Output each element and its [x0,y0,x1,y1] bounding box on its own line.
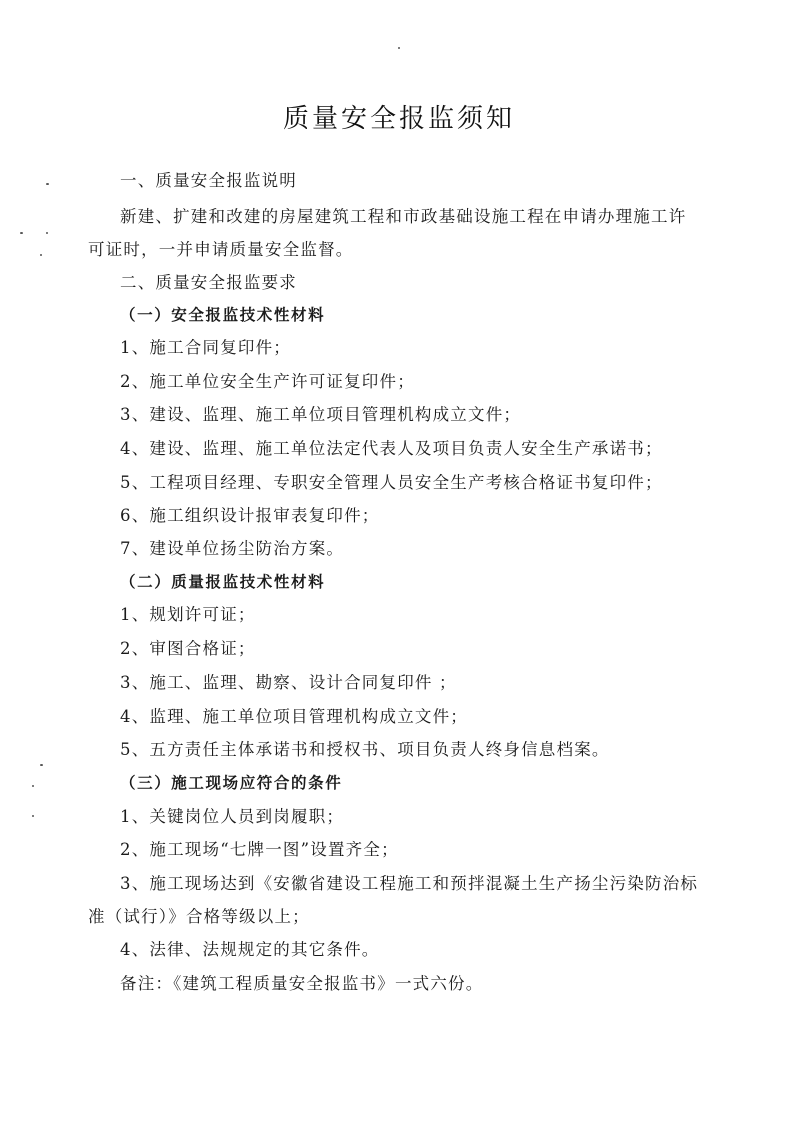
scan-speck [40,254,42,256]
subsection3-heading: （三）施工现场应符合的条件 [120,774,343,792]
list-item: 4、监理、施工单位项目管理机构成立文件； [120,707,468,726]
list-item: 3、施工、监理、勘察、设计合同复印件 ； [120,673,457,692]
list-item: 6、施工组织设计报审表复印件； [120,506,380,525]
section1-paragraph-line2: 可证时，一并申请质量安全监督。 [88,240,354,259]
scan-speck [32,815,34,817]
list-item: 5、五方责任主体承诺书和授权书、项目负责人终身信息档案。 [120,740,610,759]
section2-heading: 二、质量安全报监要求 [120,273,297,292]
list-item: 1、施工合同复印件； [120,338,291,357]
list-item: 5、工程项目经理、专职安全管理人员安全生产考核合格证书复印件； [120,473,663,492]
list-item-continuation: 准（试行）》合格等级以上； [88,907,310,926]
subsection1-heading: （一）安全报监技术性材料 [120,306,326,324]
list-item: 7、建设单位扬尘防治方案。 [120,539,345,558]
list-item: 2、施工单位安全生产许可证复印件； [120,372,415,391]
scan-speck [40,764,43,766]
list-item: 4、建设、监理、施工单位法定代表人及项目负责人安全生产承诺书； [120,439,663,458]
subsection2-heading: （二）质量报监技术性材料 [120,573,326,591]
scan-speck [32,785,34,787]
list-item: 3、施工现场达到《安徽省建设工程施工和预拌混凝土生产扬尘污染防治标 [120,874,699,893]
list-item: 4、法律、法规规定的其它条件。 [120,940,380,959]
list-item: 2、审图合格证； [120,639,256,658]
scan-speck [46,183,49,185]
document-title: 质量安全报监须知 [282,104,515,134]
section1-paragraph-line1: 新建、扩建和改建的房屋建筑工程和市政基础设施工程在申请办理施工许 [120,207,687,226]
list-item: 2、施工现场“七牌一图”设置齐全； [120,840,399,859]
section1-heading: 一、质量安全报监说明 [120,171,297,190]
list-item: 3、建设、监理、施工单位项目管理机构成立文件； [120,405,522,424]
scan-speck [398,47,400,49]
list-item: 1、关键岗位人员到岗履职； [120,807,345,826]
list-item: 1、规划许可证； [120,605,256,624]
scan-speck [20,232,23,234]
scan-speck [46,232,48,234]
note: 备注：《建筑工程质量安全报监书》一式六份。 [120,974,484,993]
